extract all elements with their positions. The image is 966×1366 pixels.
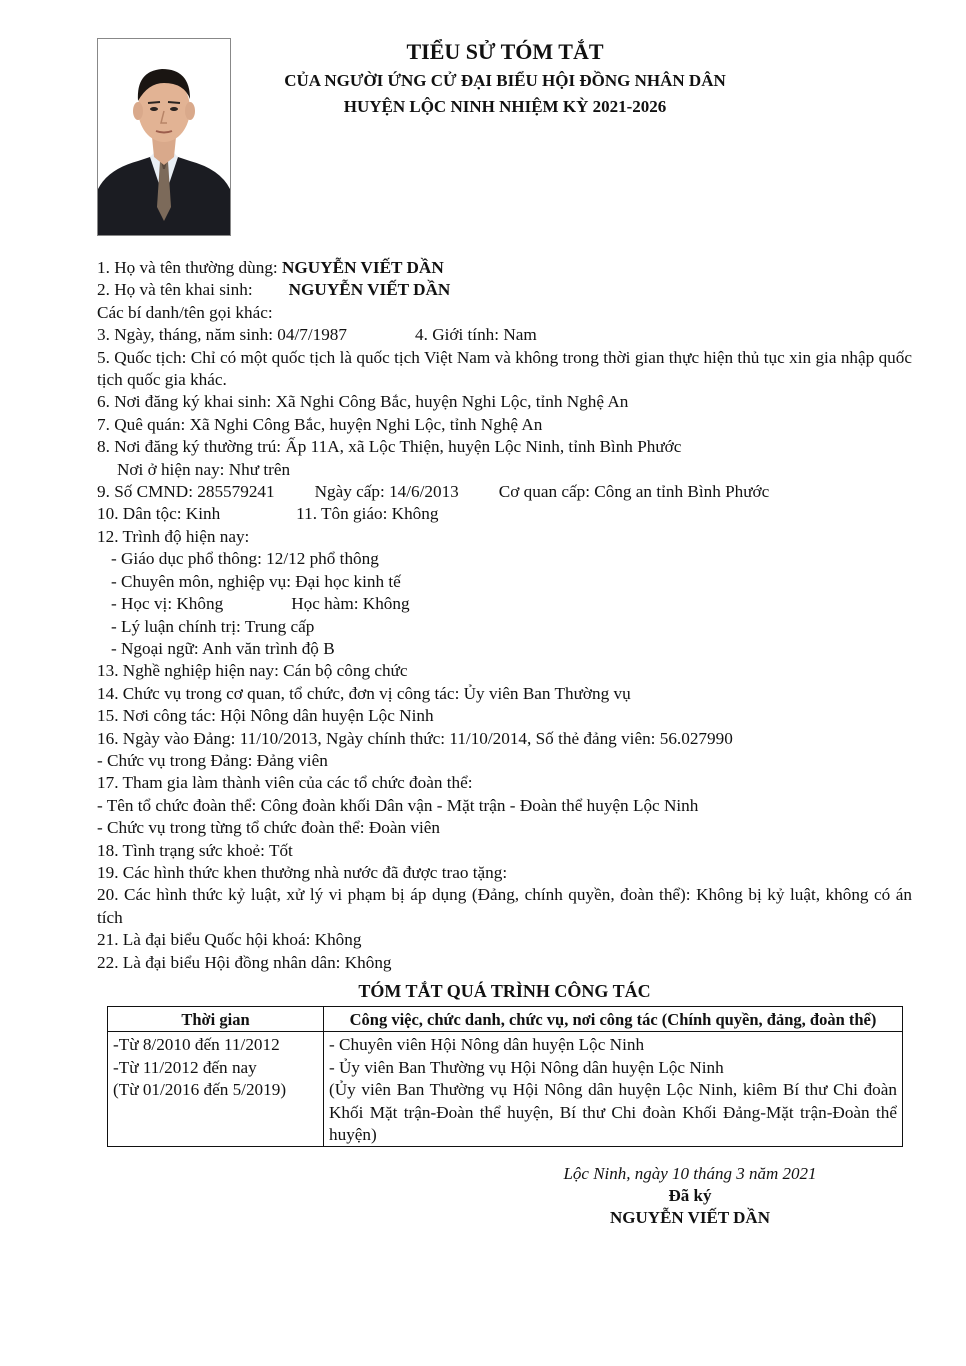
header-time: Thời gian — [108, 1007, 324, 1032]
field-label: 2. Họ và tên khai sinh: — [97, 280, 253, 300]
job-line: - Chuyên viên Hội Nông dân huyện Lộc Ninh — [329, 1035, 645, 1055]
signed-label: Đã ký — [668, 1186, 712, 1205]
field-health: 18. Tình trạng sức khoẻ: Tốt — [97, 840, 293, 860]
job-line: - Ủy viên Ban Thường vụ Hội Nông dân huyện Lộc Ninh — [329, 1057, 724, 1077]
field-gender: 4. Giới tính: Nam — [415, 325, 537, 345]
field-ethnicity-religion — [97, 503, 912, 525]
field-education-heading: 12. Trình độ hiện nay: — [97, 526, 250, 546]
job-cell — [324, 1032, 903, 1147]
field-organization-name: - Tên tổ chức đoàn thể: Công đoàn khối Dân vận - Mặt trận - Đoàn thể huyện Lộc Ninh — [97, 795, 699, 815]
field-discipline: 20. Các hình thức kỷ luật, xử lý vi phạm bị áp dụng (Đảng, chính quyền, đoàn thể): Không bị kỷ luật, không có án tích — [97, 885, 912, 927]
field-nationality: 5. Quốc tịch: Chỉ có một quốc tịch là quốc tịch Việt Nam và không trong thời gian thực hiện thủ tục xin gia nhập quốc tịch quốc gia khác. — [97, 347, 912, 390]
portrait-photo — [97, 38, 231, 236]
field-id-card — [97, 481, 912, 503]
field-birth-date: 3. Ngày, tháng, năm sinh: 04/7/1987 — [97, 325, 347, 345]
document-header — [240, 36, 770, 120]
field-academic-degree: - Học vị: Không — [111, 594, 224, 614]
place-date: Lộc Ninh, ngày 10 tháng 3 năm 2021 — [563, 1164, 817, 1183]
time-line: -Từ 11/2012 đến nay — [113, 1057, 257, 1077]
field-degree — [97, 593, 912, 615]
field-organization-position: - Chức vụ trong từng tổ chức đoàn thể: Đoàn viên — [97, 818, 440, 838]
field-birth-date-gender — [97, 324, 912, 346]
field-political-theory: - Lý luận chính trị: Trung cấp — [111, 616, 315, 636]
field-workplace: 15. Nơi công tác: Hội Nông dân huyện Lộc Ninh — [97, 706, 434, 726]
field-id-issuer: Cơ quan cấp: Công an tỉnh Bình Phước — [498, 482, 770, 502]
field-value: NGUYỄN VIẾT DẦN — [288, 280, 451, 300]
time-cell — [108, 1032, 324, 1147]
field-position: 14. Chức vụ trong cơ quan, tổ chức, đơn vị công tác: Ủy viên Ban Thường vụ — [97, 683, 631, 703]
field-academic-rank: Học hàm: Không — [291, 594, 410, 614]
field-current-residence: Nơi ở hiện nay: Như trên — [117, 459, 291, 479]
signer-name: NGUYỄN VIẾT DẦN — [610, 1208, 770, 1227]
time-line: (Từ 01/2016 đến 5/2019) — [113, 1080, 287, 1100]
field-label: 1. Họ và tên thường dùng: — [97, 258, 283, 277]
table-header-row — [108, 1007, 903, 1032]
document-title: TIỂU SỬ TÓM TẮT — [406, 39, 604, 64]
document-subtitle-1: CỦA NGƯỜI ỨNG CỬ ĐẠI BIỂU HỘI ĐỒNG NHÂN DÂN — [284, 71, 726, 90]
field-occupation: 13. Nghề nghiệp hiện nay: Cán bộ công chức — [97, 661, 408, 681]
field-alias: Các bí danh/tên gọi khác: — [97, 302, 273, 322]
field-birth-name — [97, 279, 912, 301]
table-row — [108, 1032, 903, 1147]
field-id-number: 9. Số CMND: 285579241 — [97, 482, 275, 502]
field-party-membership: 16. Ngày vào Đảng: 11/10/2013, Ngày chính thức: 11/10/2014, Số thẻ đảng viên: 56.027990 — [97, 728, 733, 748]
field-awards: 19. Các hình thức khen thưởng nhà nước đã được trao tặng: — [97, 862, 508, 882]
field-religion: 11. Tôn giáo: Không — [296, 504, 439, 524]
portrait-photo-icon — [98, 39, 230, 235]
field-national-assembly: 21. Là đại biểu Quốc hội khoá: Không — [97, 930, 362, 950]
field-value: NGUYỄN VIẾT DẦN — [282, 258, 444, 277]
time-line: -Từ 8/2010 đến 11/2012 — [113, 1035, 280, 1055]
field-peoples-council: 22. Là đại biểu Hội đồng nhân dân: Không — [97, 952, 392, 972]
field-birth-registration: 6. Nơi đăng ký khai sinh: Xã Nghi Công Bắc, huyện Nghi Lộc, tỉnh Nghệ An — [97, 392, 629, 412]
field-specialization: - Chuyên môn, nghiệp vụ: Đại học kinh tế — [111, 571, 401, 591]
field-foreign-language: - Ngoại ngữ: Anh văn trình độ B — [111, 638, 335, 658]
biography-fields — [97, 257, 912, 974]
field-party-position: - Chức vụ trong Đảng: Đảng viên — [97, 750, 328, 770]
field-id-issue-date: Ngày cấp: 14/6/2013 — [314, 482, 459, 502]
field-permanent-residence: 8. Nơi đăng ký thường trú: Ấp 11A, xã Lộc Thiện, huyện Lộc Ninh, tỉnh Bình Phước — [97, 437, 682, 457]
field-hometown: 7. Quê quán: Xã Nghi Công Bắc, huyện Nghi Lộc, tỉnh Nghệ An — [97, 414, 543, 434]
document-subtitle-2: HUYỆN LỘC NINH NHIỆM KỲ 2021-2026 — [343, 97, 667, 116]
field-ethnicity: 10. Dân tộc: Kinh — [97, 504, 221, 524]
job-line: (Ủy viên Ban Thường vụ Hội Nông dân huyện Lộc Ninh, kiêm Bí thư Chi đoàn Khối Mặt trận-Đoàn thể huyện, Bí thư Chi đoàn Khối Đảng-Mặt trận-Đoàn thể huyện) — [329, 1080, 897, 1145]
field-organizations-heading: 17. Tham gia làm thành viên của các tổ chức đoàn thể: — [97, 773, 473, 793]
career-summary-title: TÓM TẮT QUÁ TRÌNH CÔNG TÁC — [358, 981, 651, 1001]
field-general-education: - Giáo dục phổ thông: 12/12 phổ thông — [111, 549, 379, 569]
header-job: Công việc, chức danh, chức vụ, nơi công tác (Chính quyền, đảng, đoàn thể) — [324, 1007, 903, 1032]
signature-block — [490, 1163, 890, 1229]
field-common-name — [97, 257, 912, 279]
career-table — [107, 1006, 903, 1147]
